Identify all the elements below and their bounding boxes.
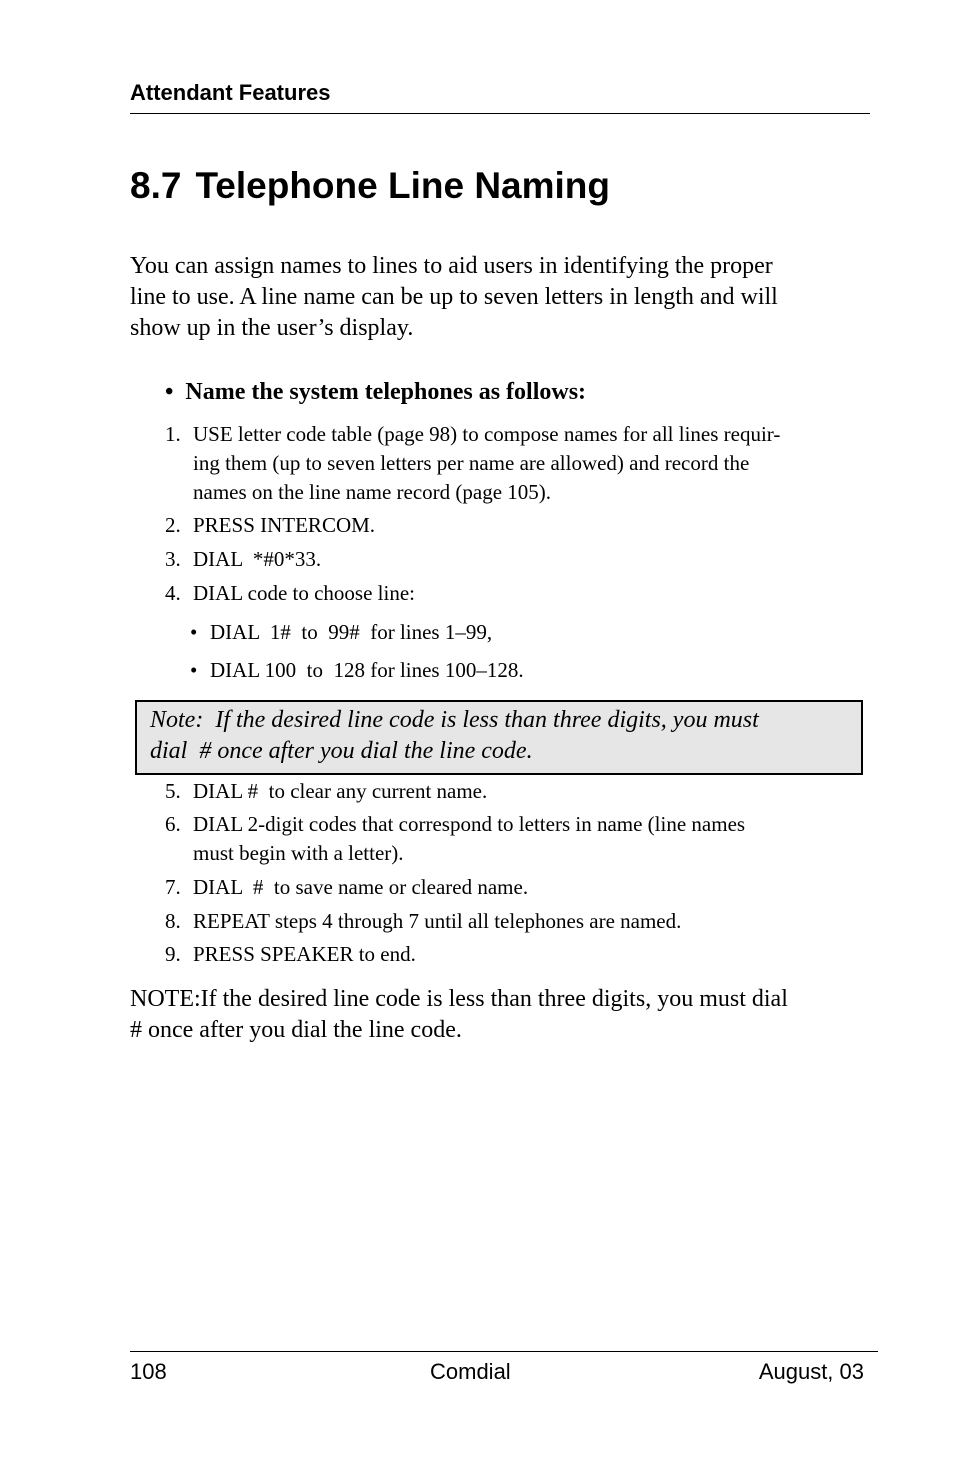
- bullet-icon: •: [190, 658, 198, 682]
- footer-company: Comdial: [430, 1359, 511, 1384]
- step-number: 8.: [165, 909, 181, 933]
- step-text: DIAL *#0*33.: [193, 547, 322, 571]
- step-text: DIAL 2-digit codes that correspond to letters in name (line names: [193, 812, 746, 836]
- step-text: REPEAT steps 4 through 7 until all telephones are named.: [193, 909, 682, 933]
- step-7: [165, 873, 528, 902]
- closing-note: [130, 984, 870, 1046]
- note-box: [135, 700, 863, 775]
- step-8: [165, 907, 681, 936]
- step-number: 6.: [165, 812, 181, 836]
- closing-note-line: # once after you dial the line code.: [130, 1017, 462, 1043]
- section-number: 8.7: [130, 165, 182, 206]
- step-number: 3.: [165, 547, 181, 571]
- step-9: [165, 940, 416, 969]
- step-5: [165, 777, 487, 806]
- step-text: USE letter code table (page 98) to compose names for all lines requir-: [193, 422, 781, 446]
- procedure-heading: [165, 377, 586, 407]
- step-2: [165, 511, 375, 540]
- step-text-continued: ing them (up to seven letters per name are allowed) and record the: [193, 451, 750, 475]
- step-number: 4.: [165, 581, 181, 605]
- intro-line: line to use. A line name can be up to seven letters in length and will: [130, 284, 778, 310]
- step-number: 5.: [165, 779, 181, 803]
- step-number: 7.: [165, 875, 181, 899]
- step-text-continued: names on the line name record (page 105).: [193, 480, 552, 504]
- step-text: PRESS INTERCOM.: [193, 513, 376, 537]
- running-header-title: Attendant Features: [130, 80, 331, 105]
- step-text: DIAL # to save name or cleared name.: [193, 875, 529, 899]
- bullet-icon: •: [190, 620, 198, 644]
- bullet-icon: •: [165, 379, 174, 405]
- section-title: [130, 164, 610, 208]
- step-1: [165, 420, 780, 507]
- step-text: PRESS SPEAKER to end.: [193, 942, 416, 966]
- step-text: DIAL # to clear any current name.: [193, 779, 488, 803]
- closing-note-line: NOTE:If the desired line code is less than three digits, you must dial: [130, 986, 788, 1012]
- note-line: Note: If the desired line code is less than three digits, you must: [150, 707, 759, 733]
- footer-date: August, 03: [758, 1359, 864, 1384]
- step-number: 1.: [165, 422, 181, 446]
- step-6: [165, 810, 745, 868]
- page-footer: [130, 1351, 878, 1384]
- step-number: 2.: [165, 513, 181, 537]
- step-text-continued: must begin with a letter).: [193, 841, 404, 865]
- step-number: 9.: [165, 942, 181, 966]
- sub-item-text: DIAL 100 to 128 for lines 100–128.: [210, 658, 524, 682]
- section-title-text: Telephone Line Naming: [195, 165, 611, 206]
- sub-item: [190, 618, 492, 647]
- step-3: [165, 545, 321, 574]
- step-text: DIAL code to choose line:: [193, 581, 415, 605]
- note-line: dial # once after you dial the line code.: [150, 738, 533, 764]
- running-header: [130, 80, 870, 114]
- page-number: 108: [130, 1359, 167, 1384]
- intro-paragraph: [130, 251, 860, 344]
- intro-line: show up in the user’s display.: [130, 315, 414, 341]
- sub-item: [190, 656, 524, 685]
- step-4: [165, 579, 415, 608]
- sub-item-text: DIAL 1# to 99# for lines 1–99,: [210, 620, 493, 644]
- intro-line: You can assign names to lines to aid users in identifying the proper: [130, 253, 773, 279]
- procedure-heading-text: Name the system telephones as follows:: [185, 379, 587, 405]
